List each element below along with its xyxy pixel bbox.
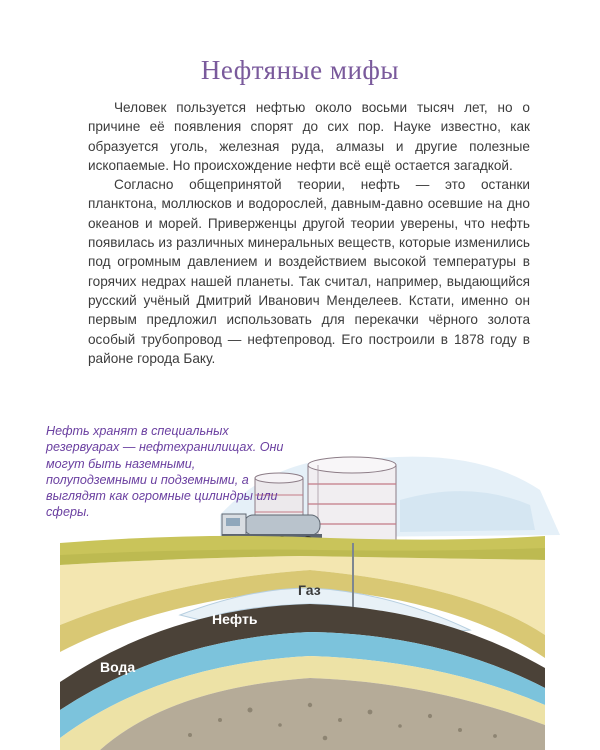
article-body: [88, 98, 530, 368]
page-title: Нефтяные мифы: [200, 55, 400, 85]
water-label: Вода: [100, 659, 136, 675]
storage-tank-large: [308, 457, 396, 543]
gas-label: Газ: [298, 582, 321, 598]
paragraph-1: Человек пользуется нефтью около восьми тысяч лет, но о причине её появления спорят до сих пор. Науке известно, как образуется уголь, железная руда, алмазы и другие полезные ископаемые. Но происхождение нефти всё ещё остается загадкой.: [88, 100, 530, 173]
paragraph-2: Согласно общепринятой теории, нефть — это останки планктона, моллюсков и водорослей, давным-давно осевшие на дно океанов и морей. Приверженцы другой теории уверены, что нефть появилась из различных минеральных веществ, которые изменились под огромным давлением и воздействием высокой температуры в горячих недрах нашей планеты. Так считал, например, выдающийся русский учёный Дмитрий Иванович Менделеев. Кстати, именно он первым предложил использовать для перекачки чёрного золота особый трубопровод — нефтепровод. Его построили в 1878 году в районе города Баку.: [88, 177, 530, 366]
illustration-caption: Нефть хранят в специальных резервуарах — нефтехранилищах. Они могут быть наземными, полуподземными и подземными, а выглядят как огромные цилиндры или сферы.: [46, 424, 284, 520]
oil-label: Нефть: [212, 611, 258, 627]
